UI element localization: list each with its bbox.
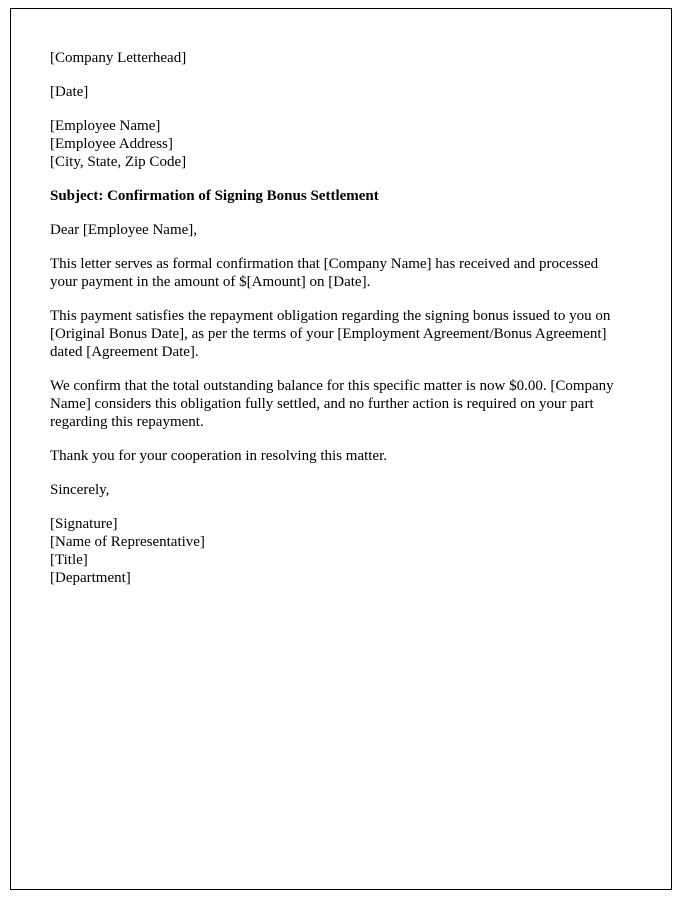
body-paragraph-3: We confirm that the total outstanding balance for this specific matter is now $0.00. [Company Name] considers this obligation fully settled, and no further action is required on your part regarding this repayment. (50, 378, 614, 430)
letter-page (10, 8, 672, 890)
representative-title: [Title] (50, 552, 88, 568)
representative-department: [Department] (50, 570, 131, 586)
body-paragraph-4: Thank you for your cooperation in resolving this matter. (50, 448, 388, 464)
closing: Sincerely, (50, 482, 110, 498)
signature-block (50, 515, 629, 587)
recipient-city-state-zip: [City, State, Zip Code] (50, 154, 187, 170)
recipient-name: [Employee Name] (50, 118, 161, 134)
subject-line: Subject: Confirmation of Signing Bonus Settlement (50, 188, 379, 204)
body-paragraph-2: This payment satisfies the repayment obligation regarding the signing bonus issued to you on [Original Bonus Date], as per the terms of your [Employment Agreement/Bonus Agreement] dated [Agreement Date]. (50, 308, 611, 360)
recipient-address: [Employee Address] (50, 136, 173, 152)
salutation: Dear [Employee Name], (50, 222, 198, 238)
representative-name: [Name of Representative] (50, 534, 205, 550)
recipient-address-block (50, 117, 629, 171)
signature-placeholder: [Signature] (50, 516, 118, 532)
company-letterhead: [Company Letterhead] (50, 50, 187, 66)
letter-date: [Date] (50, 84, 89, 100)
body-paragraph-1: This letter serves as formal confirmation that [Company Name] has received and processed your payment in the amount of $[Amount] on [Date]. (50, 256, 599, 290)
